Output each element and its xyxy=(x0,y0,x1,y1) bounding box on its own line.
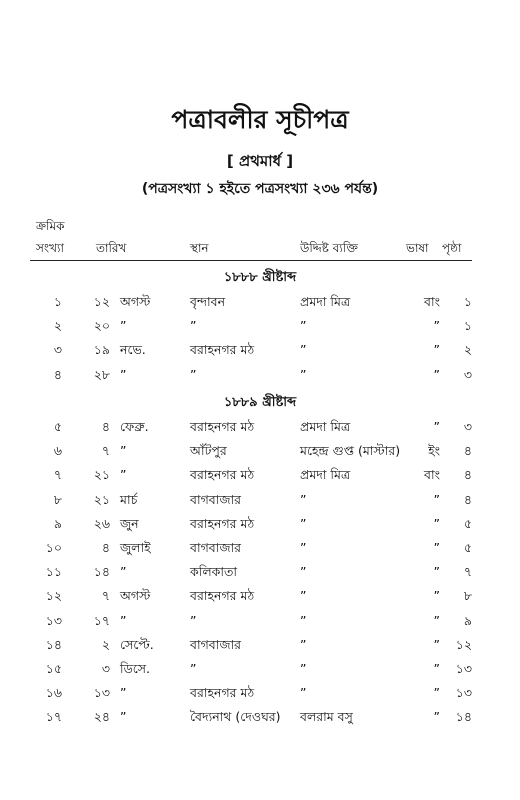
date-day-cell: ১৩ xyxy=(93,685,110,701)
date-month-cell: নভে. xyxy=(120,342,146,358)
serial-number-cell: ১০ xyxy=(45,540,62,555)
serial-number-cell: ১২ xyxy=(45,588,62,604)
page-number-cell: ৮ xyxy=(463,588,472,604)
place-cell: কলিকাতা xyxy=(190,564,238,580)
date-month-cell: ফেব্রু. xyxy=(120,419,149,434)
page-number-cell: ১৩ xyxy=(455,661,472,676)
page-number-cell: ১ xyxy=(463,294,472,309)
place-cell: ” xyxy=(190,661,197,676)
place-cell: বরাহনগর মঠ xyxy=(190,419,255,434)
serial-number-cell: ১৭ xyxy=(45,709,62,725)
table-row xyxy=(0,294,520,318)
place-cell: বৈদ্যনাথ (দেওঘর) xyxy=(190,709,281,725)
date-month-cell: ডিসে. xyxy=(120,661,151,676)
date-day-cell: ২১ xyxy=(93,467,110,483)
page-number-cell: ১৩ xyxy=(455,685,472,701)
serial-number-cell: ৪ xyxy=(53,366,62,382)
language-cell: ” xyxy=(433,342,440,358)
page-number-cell: ৩ xyxy=(463,366,472,382)
language-cell: ” xyxy=(433,318,440,334)
column-language: ভাষা xyxy=(406,241,429,255)
table-row xyxy=(0,467,520,491)
page-number-cell: ৭ xyxy=(463,564,472,580)
language-cell: ” xyxy=(433,540,440,555)
place-cell: বৃন্দাবন xyxy=(190,294,226,309)
date-day-cell: ২৮ xyxy=(93,366,110,382)
recipient-cell: প্রমদা মিত্র xyxy=(300,419,351,434)
date-month-cell: ” xyxy=(120,467,127,483)
serial-number-cell: ৮ xyxy=(53,491,62,507)
recipient-cell: প্রমদা মিত্র xyxy=(300,467,351,483)
date-day-cell: ২ xyxy=(101,636,110,652)
letter-range: (পত্রসংখ্যা ১ হইতে পত্রসংখ্যা ২৩৬ পর্যন্ত) xyxy=(141,181,379,197)
table-row xyxy=(0,564,520,588)
table-row xyxy=(0,685,520,709)
column-place: স্থান xyxy=(190,241,209,255)
serial-number-cell: ১৬ xyxy=(45,685,62,701)
language-cell: বাং xyxy=(424,467,440,483)
table-row xyxy=(0,492,520,516)
year-heading: ১৮৮৮ খ্রীষ্টাব্দ xyxy=(223,270,297,285)
date-month-cell: জুন xyxy=(120,515,139,531)
recipient-cell: ” xyxy=(300,564,307,580)
table-row xyxy=(0,588,520,612)
language-cell: ” xyxy=(433,661,440,676)
recipient-cell: ” xyxy=(300,636,307,652)
table-row xyxy=(0,540,520,564)
place-cell: ” xyxy=(190,612,197,628)
date-month-cell: ” xyxy=(120,709,127,725)
date-day-cell: ১৭ xyxy=(93,612,110,628)
place-cell: ” xyxy=(190,366,197,382)
place-cell: বাগবাজার xyxy=(190,636,242,652)
language-cell: ইং xyxy=(428,443,440,459)
date-month-cell: অগস্ট xyxy=(120,588,151,604)
recipient-cell: ” xyxy=(300,685,307,701)
date-month-cell: ” xyxy=(120,443,127,459)
date-month-cell: ” xyxy=(120,612,127,628)
date-day-cell: ৩ xyxy=(101,661,110,676)
language-cell: ” xyxy=(433,366,440,382)
language-cell: ” xyxy=(433,636,440,652)
recipient-cell: ” xyxy=(300,540,307,555)
page-number-cell: ৪ xyxy=(463,467,472,483)
date-day-cell: ২১ xyxy=(93,491,110,507)
serial-number-cell: ১৪ xyxy=(45,636,62,652)
serial-number-cell: ২ xyxy=(53,318,62,334)
page-number-cell: ৯ xyxy=(463,612,472,628)
table-row xyxy=(0,709,520,733)
recipient-cell: ” xyxy=(300,342,307,358)
serial-number-cell: ৩ xyxy=(53,342,62,358)
table-row xyxy=(0,516,520,540)
serial-number-cell: ৫ xyxy=(53,419,62,434)
table-row xyxy=(0,342,520,366)
date-month-cell: মার্চ xyxy=(120,491,138,507)
serial-number-cell: ১৫ xyxy=(45,661,62,676)
recipient-cell: ” xyxy=(300,588,307,604)
page-number-cell: ১৪ xyxy=(455,709,472,725)
date-month-cell: ” xyxy=(120,685,127,701)
language-cell: ” xyxy=(433,685,440,701)
recipient-cell: ” xyxy=(300,491,307,507)
date-day-cell: ৭ xyxy=(101,443,110,459)
date-day-cell: ২৬ xyxy=(93,515,110,531)
recipient-cell: ” xyxy=(300,612,307,628)
date-day-cell: ১২ xyxy=(93,294,110,309)
language-cell: ” xyxy=(433,709,440,725)
recipient-cell: প্রমদা মিত্র xyxy=(300,294,351,309)
header-rule xyxy=(30,260,472,261)
page-number-cell: ৪ xyxy=(463,443,472,459)
serial-number-cell: ১ xyxy=(53,294,62,309)
date-month-cell: ” xyxy=(120,564,127,580)
table-row xyxy=(0,613,520,637)
page-number-cell: ৩ xyxy=(463,419,472,434)
language-cell: ” xyxy=(433,515,440,531)
column-serial: সংখ্যা xyxy=(36,241,64,255)
place-cell: বাগবাজার xyxy=(190,491,242,507)
date-day-cell: ১৪ xyxy=(93,564,110,580)
column-page: পৃষ্ঠা xyxy=(442,241,462,255)
page-number-cell: ২ xyxy=(463,342,472,358)
language-cell: ” xyxy=(433,564,440,580)
place-cell: বরাহনগর মঠ xyxy=(190,342,255,358)
place-cell: ” xyxy=(190,318,197,334)
place-cell: আঁটপুর xyxy=(190,443,227,459)
table-row xyxy=(0,318,520,342)
language-cell: ” xyxy=(433,612,440,628)
table-row xyxy=(0,637,520,661)
place-cell: বরাহনগর মঠ xyxy=(190,467,255,483)
year-heading: ১৮৮৯ খ্রীষ্টাব্দ xyxy=(223,395,297,410)
column-serial-top: ক্রমিক xyxy=(36,219,65,233)
date-day-cell: ৪ xyxy=(101,540,110,555)
date-day-cell: ১৯ xyxy=(93,342,110,358)
table-row xyxy=(0,419,520,443)
serial-number-cell: ৭ xyxy=(53,467,62,483)
recipient-cell: ” xyxy=(300,515,307,531)
place-cell: বরাহনগর মঠ xyxy=(190,515,255,531)
table-row xyxy=(0,661,520,685)
language-cell: ” xyxy=(433,588,440,604)
page-number-cell: ৪ xyxy=(463,491,472,507)
date-month-cell: সেপ্টে. xyxy=(120,636,154,652)
page-number-cell: ১২ xyxy=(455,636,472,652)
place-cell: বরাহনগর মঠ xyxy=(190,685,255,701)
date-month-cell: ” xyxy=(120,318,127,334)
date-day-cell: ২০ xyxy=(93,318,110,334)
date-day-cell: ৭ xyxy=(101,588,110,604)
page-number-cell: ১ xyxy=(463,318,472,334)
column-recipient: উদ্দিষ্ট ব্যক্তি xyxy=(300,241,358,255)
serial-number-cell: ১১ xyxy=(45,564,62,580)
recipient-cell: ” xyxy=(300,366,307,382)
page-number-cell: ৫ xyxy=(463,540,472,555)
page-number-cell: ৫ xyxy=(463,515,472,531)
table-row xyxy=(0,367,520,391)
serial-number-cell: ৬ xyxy=(53,443,62,459)
serial-number-cell: ৯ xyxy=(53,515,62,531)
recipient-cell: মহেন্দ্র গুপ্ত (মাস্টার) xyxy=(300,443,401,459)
page-title: পত্রাবলীর সূচীপত্র xyxy=(171,105,349,134)
language-cell: বাং xyxy=(424,294,440,309)
column-date: তারিখ xyxy=(96,241,127,255)
place-cell: বরাহনগর মঠ xyxy=(190,588,255,604)
language-cell: ” xyxy=(433,491,440,507)
place-cell: বাগবাজার xyxy=(190,540,242,555)
language-cell: ” xyxy=(433,419,440,434)
page-subtitle: [ প্রথমার্ধ ] xyxy=(226,152,294,170)
date-month-cell: অগস্ট xyxy=(120,294,151,309)
date-day-cell: ৪ xyxy=(101,419,110,434)
date-month-cell: ” xyxy=(120,366,127,382)
recipient-cell: ” xyxy=(300,318,307,334)
table-row xyxy=(0,443,520,467)
recipient-cell: বলরাম বসু xyxy=(300,709,353,725)
serial-number-cell: ১৩ xyxy=(45,612,62,628)
recipient-cell: ” xyxy=(300,661,307,676)
date-month-cell: জুলাই xyxy=(120,540,151,555)
date-day-cell: ২৪ xyxy=(93,709,110,725)
